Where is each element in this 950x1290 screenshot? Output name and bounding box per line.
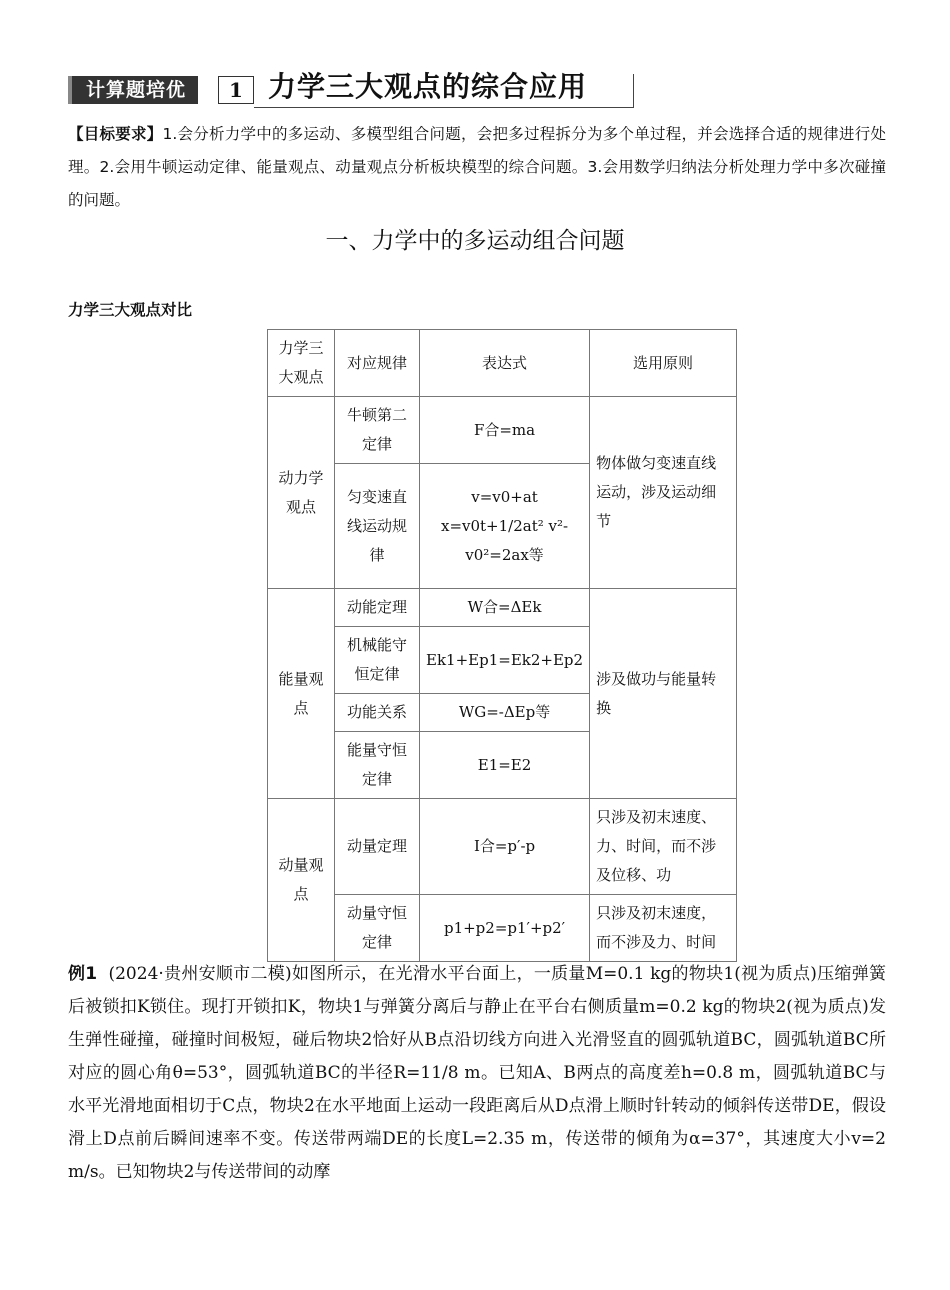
expr-cell: v=v0+at x=v0t+1/2at² v²-v0²=2ax等 (420, 464, 590, 589)
page-title: 力学三大观点的综合应用 (268, 70, 588, 103)
header-rule (254, 107, 634, 108)
principle-cell: 涉及做功与能量转换 (590, 589, 737, 799)
expr-cell: I合=p′-p (420, 799, 590, 895)
table-header-row (268, 330, 737, 397)
table-row (268, 589, 737, 627)
expr-cell: W合=ΔEk (420, 589, 590, 627)
table-subheading: 力学三大观点对比 (68, 301, 193, 319)
example-paragraph (68, 958, 886, 1189)
expr-cell: p1+p2=p1′+p2′ (420, 895, 590, 962)
section-title: 一、力学中的多运动组合问题 (325, 228, 625, 254)
header-number: 1 (218, 76, 254, 104)
law-cell: 牛顿第二定律 (335, 397, 420, 464)
table-row (268, 895, 737, 962)
goal-paragraph (68, 118, 886, 217)
expr-cell: E1=E2 (420, 732, 590, 799)
principle-cell: 物体做匀变速直线运动，涉及运动细节 (590, 397, 737, 589)
goal-text: 1.会分析力学中的多运动、多模型组合问题，会把多过程拆分为多个单过程，并会选择合适的规律进行处理。2.会用牛顿运动定律、能量观点、动量观点分析板块模型的综合问题。3.会用数学归纳法分析处理力学中多次碰撞的问题。 (68, 125, 886, 209)
principle-cell: 只涉及初末速度、力、时间，而不涉及位移、功 (590, 799, 737, 895)
expr-cell: F合=ma (420, 397, 590, 464)
header-tag: 计算题培优 (68, 76, 198, 104)
example-source: (2024·贵州安顺市二模) (108, 964, 292, 984)
group-cell: 动力学观点 (268, 397, 335, 589)
law-cell: 动量定理 (335, 799, 420, 895)
chapter-header (68, 70, 634, 110)
law-cell: 动量守恒定律 (335, 895, 420, 962)
comparison-table (267, 329, 737, 962)
header-cell: 表达式 (420, 330, 590, 397)
law-cell: 功能关系 (335, 694, 420, 732)
expr-cell: WG=-ΔEp等 (420, 694, 590, 732)
table-row (268, 799, 737, 895)
group-cell: 能量观点 (268, 589, 335, 799)
law-cell: 动能定理 (335, 589, 420, 627)
principle-cell: 只涉及初末速度，而不涉及力、时间 (590, 895, 737, 962)
goal-label: 【目标要求】 (68, 125, 163, 143)
law-cell: 机械能守恒定律 (335, 627, 420, 694)
header-cell: 选用原则 (590, 330, 737, 397)
group-cell: 动量观点 (268, 799, 335, 962)
header-cell: 对应规律 (335, 330, 420, 397)
header-cell: 力学三大观点 (268, 330, 335, 397)
expr-cell: Ek1+Ep1=Ek2+Ep2 (420, 627, 590, 694)
example-text: 如图所示，在光滑水平台面上，一质量M=0.1 kg的物块1(视为质点)压缩弹簧后被锁扣K锁住。现打开锁扣K，物块1与弹簧分离后与静止在平台右侧质量m=0.2 kg的物块2(视为质点)发生弹性碰撞，碰撞时间极短，碰后物块2恰好从B点沿切线方向进入光滑竖直的圆弧轨道BC，圆弧轨道BC所对应的圆心角θ=53°，圆弧轨道BC的半径R=11/8 m。已知A、B两点的高度差h=0.8 m，圆弧轨道BC与水平光滑地面相切于C点，物块2在水平地面上运动一段距离后从D点滑上顺时针转动的倾斜传送带DE，假设滑上D点前后瞬间速率不变。传送带两端DE的长度L=2.35 m，传送带的倾角为α=37°，其速度大小v=2 m/s。已知物块2与传送带间的动摩 (68, 964, 886, 1182)
table-row (268, 397, 737, 464)
header-rule-end (633, 74, 634, 108)
law-cell: 能量守恒定律 (335, 732, 420, 799)
law-cell: 匀变速直线运动规律 (335, 464, 420, 589)
example-label: 例1 (68, 964, 98, 984)
